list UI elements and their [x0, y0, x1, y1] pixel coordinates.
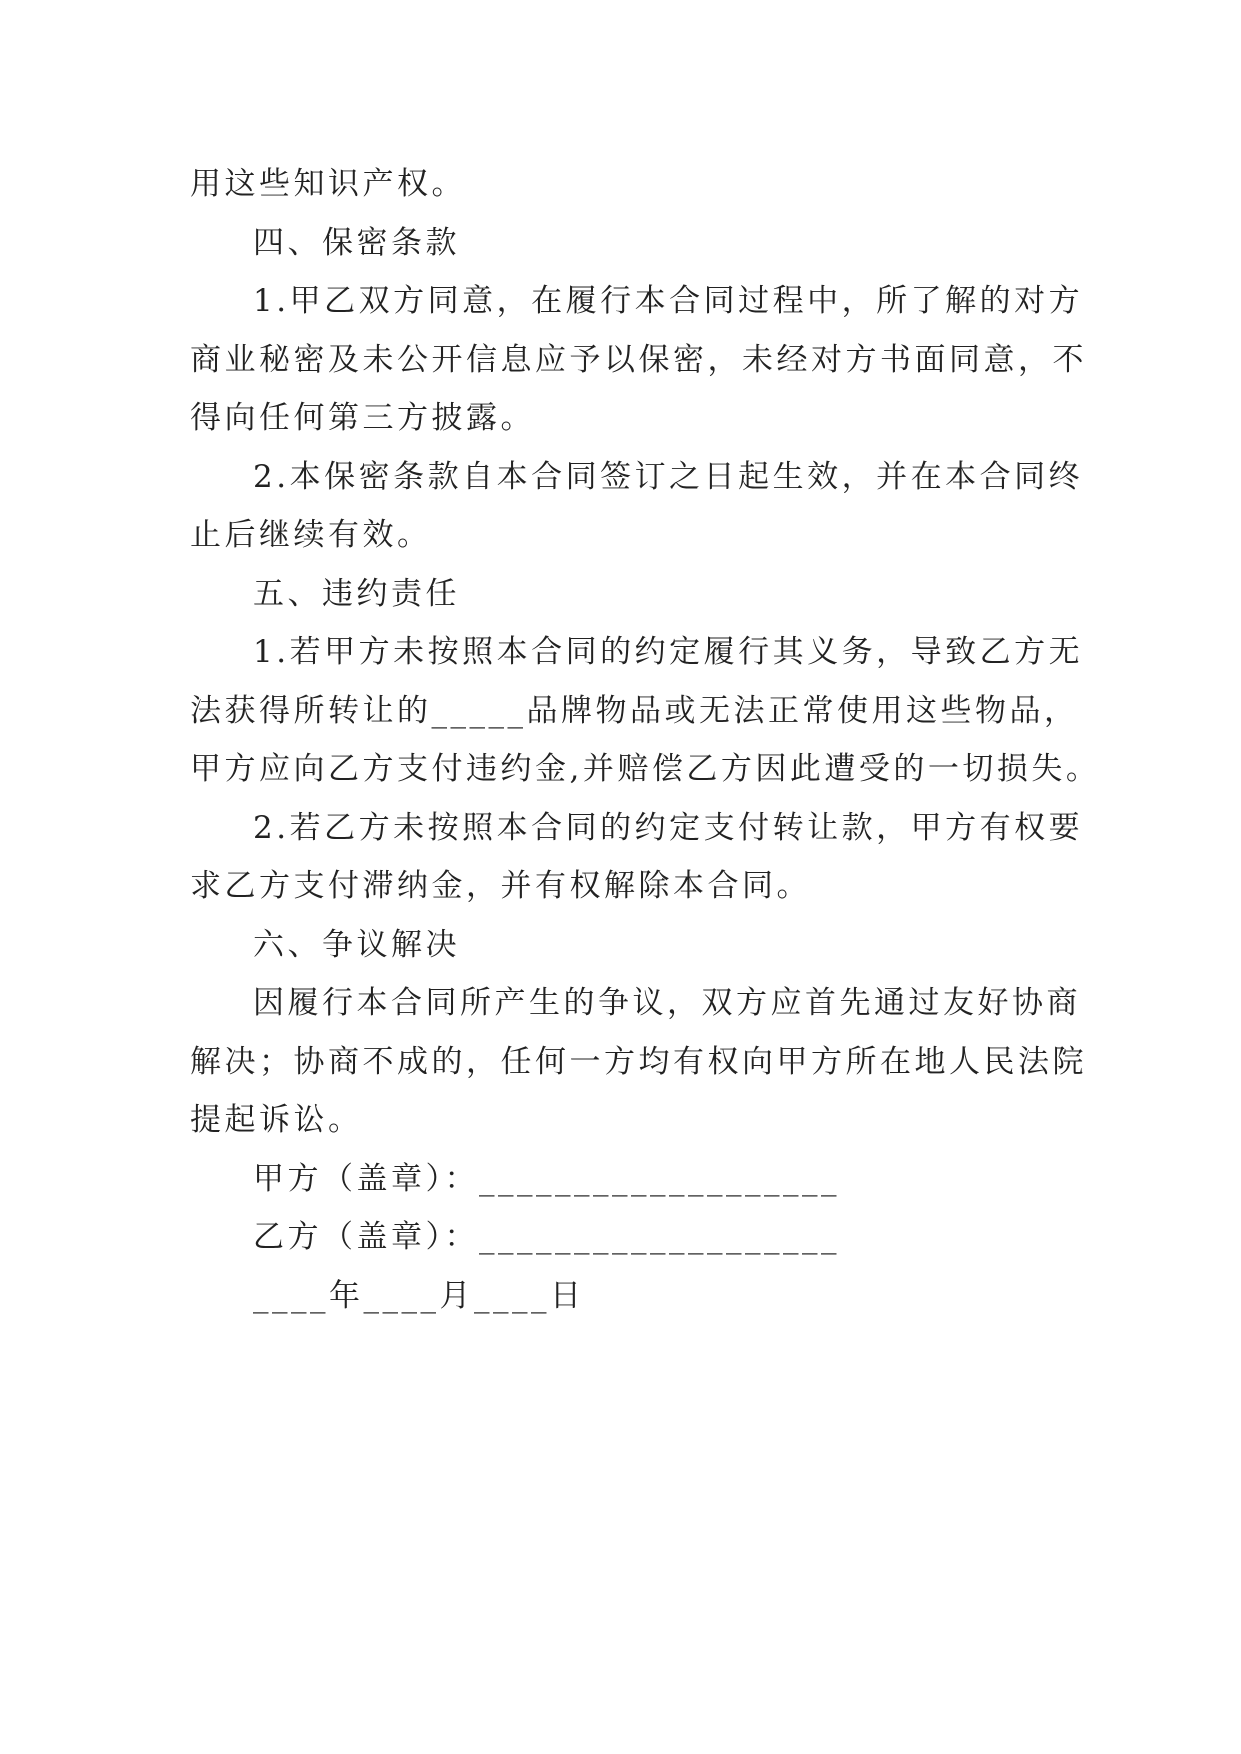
section-heading-confidentiality: 四、保密条款 — [253, 224, 460, 261]
signature-date: ____年____月____日 — [253, 1277, 585, 1314]
text-line-16: 解决；协商不成的，任何一方均有权向甲方所在地人民法院 — [190, 1043, 1087, 1080]
text-line-4: 商业秘密及未公开信息应予以保密，未经对方书面同意，不 — [190, 341, 1087, 378]
text-line-11: 甲方应向乙方支付违约金,并赔偿乙方因此遭受的一切损失。 — [190, 751, 1101, 787]
section-heading-dispute: 六、争议解决 — [253, 926, 460, 963]
signature-party-a: 甲方（盖章）：___________________ — [253, 1160, 840, 1197]
text-line-1: 用这些知识产权。 — [190, 166, 466, 202]
text-line-12: 2.若乙方未按照本合同的约定支付转让款，甲方有权要 — [253, 809, 1084, 846]
text-line-17: 提起诉讼。 — [190, 1102, 363, 1138]
text-line-10: 法获得所转让的_____品牌物品或无法正常使用这些物品， — [190, 692, 1079, 729]
text-line-6: 2.本保密条款自本合同签订之日起生效，并在本合同终 — [253, 458, 1084, 495]
text-line-13: 求乙方支付滞纳金，并有权解除本合同。 — [190, 868, 811, 904]
text-line-9: 1.若甲方未按照本合同的约定履行其义务，导致乙方无 — [253, 634, 1084, 670]
text-line-15: 因履行本合同所产生的争议，双方应首先通过友好协商 — [253, 985, 1081, 1021]
text-line-5: 得向任何第三方披露。 — [190, 400, 535, 436]
text-line-3: 1.甲乙双方同意，在履行本合同过程中，所了解的对方 — [253, 283, 1084, 319]
section-heading-liability: 五、违约责任 — [253, 575, 460, 612]
text-line-7: 止后继续有效。 — [190, 517, 432, 553]
document-body — [190, 155, 1101, 1325]
signature-party-b: 乙方（盖章）：___________________ — [253, 1219, 840, 1255]
